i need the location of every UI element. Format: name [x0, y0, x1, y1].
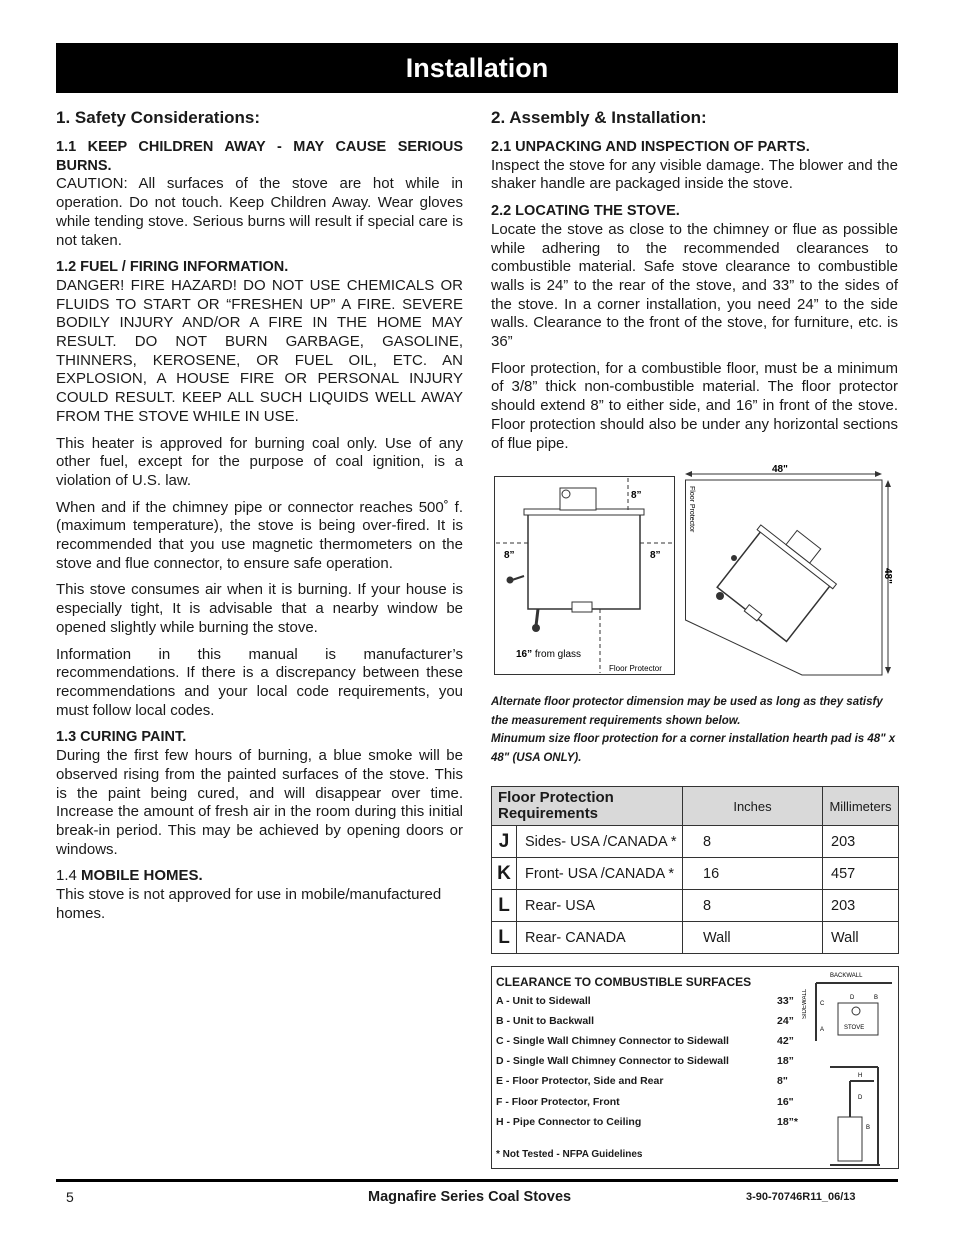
clearance-row-label: A - Unit to Sidewall — [496, 995, 591, 1007]
caption-line-1: Alternate floor protector dimension may be used as long as they satisfy the measurement requirements shown below. — [491, 696, 883, 727]
row-label: Rear- CANADA — [517, 922, 683, 954]
section-1-1-title: 1.1 KEEP CHILDREN AWAY - MAY CAUSE SERIOUS BURNS. — [56, 139, 463, 174]
section-2-2-body: Locate the stove as close to the chimney or flue as possible while adhering to the recommended clearances to combustible material. Safe stove clearance to combustible walls is 24” to the rear of the stove, and 33” to the sides of the stove. In a corner installation, you need 24” to the side walls. Clearance to the front of the stove, for furniture, etc. is 36” — [491, 220, 898, 351]
page-title: Installation — [405, 53, 549, 83]
clearance-row-value: 16" — [777, 1096, 794, 1108]
footer-rule — [56, 1179, 898, 1182]
row-inches: 16 — [683, 858, 823, 890]
fp-header-inches: Inches — [683, 787, 823, 826]
clearance-row-value: 42” — [777, 1035, 794, 1047]
stove-body-icon — [528, 513, 640, 609]
fp-header-mm: Millimeters — [823, 787, 899, 826]
clearance-row-label: C - Single Wall Chimney Connector to Sidewall — [496, 1035, 729, 1047]
rear-dim-label: 8” — [631, 490, 642, 501]
width-arrow-left-icon — [685, 471, 692, 477]
mini-d2-label: D — [858, 1095, 863, 1101]
row-inches: Wall — [683, 922, 823, 954]
clearance-row-value: 8" — [777, 1075, 788, 1087]
page-number: 5 — [66, 1189, 74, 1205]
side-stove-icon — [838, 1117, 862, 1161]
shaker-handle-icon — [512, 576, 524, 580]
safety-heading: 1. Safety Considerations: — [56, 108, 261, 127]
coal-paragraph: This heater is approved for burning coal only. Use of any other fuel, except for the purpose of coal ignition, is a violation of U.S. law. — [56, 434, 463, 489]
table-row — [492, 826, 899, 858]
diagram-caption — [491, 693, 898, 767]
clearance-title: CLEARANCE TO COMBUSTIBLE SURFACES — [496, 975, 752, 989]
air-paragraph: This stove consumes air when it is burning. If your house is especially tight, It is advisable that a nearby window be opened slightly while burning the stove. — [56, 581, 463, 636]
corner-stove-icon — [713, 511, 848, 646]
sidewall-label: SIDEWALL — [802, 988, 808, 1019]
section-2-1-body: Inspect the stove for any visible damage. The blower and the shaker handle are packaged inside the stove. — [491, 156, 898, 193]
left-dim-label: 8” — [504, 550, 515, 561]
section-1-3-body: During the first few hours of burning, a blue smoke will be observed rising from the painted surfaces of the stove. This is the paint being cured, and will disappear over time. Increase the amount of fresh air in the room during this initial break-in period. This may be achieved by opening doors or windows. — [56, 747, 463, 858]
section-2-1-title: 2.1 UNPACKING AND INSPECTION OF PARTS. — [491, 139, 810, 155]
page-banner — [56, 43, 898, 93]
corner-poker-icon — [716, 592, 724, 600]
clearance-row-label: D - Single Wall Chimney Connector to Sidewall — [496, 1055, 729, 1067]
clearance-row-value: 24” — [777, 1015, 794, 1027]
clearance-row-value: 18” — [777, 1055, 794, 1067]
floor-protector-diagram — [494, 476, 676, 676]
chimney-paragraph: When and if the chimney pipe or connector reaches 500˚ f. (maximum temperature), the stove is being over-fired. It is recommended that you use magnetic thermometers on the stove and flue connector, to ensure safe operation. — [56, 498, 463, 572]
corner-protector-diagram — [682, 460, 898, 676]
clearance-box — [491, 966, 899, 1169]
clearance-note: * Not Tested - NFPA Guidelines — [496, 1149, 643, 1160]
blower-icon — [560, 488, 596, 510]
row-inches: 8 — [683, 826, 823, 858]
caption-line-2: Minumum size floor protection for a corner installation hearth pad is 48" x 48" (USA ONLY). — [491, 733, 896, 764]
height-arrow-bottom-icon — [885, 667, 891, 674]
row-label: Sides- USA /CANADA * — [517, 826, 683, 858]
section-2-2-title: 2.2 LOCATING THE STOVE. — [491, 203, 680, 220]
row-mm: 203 — [823, 890, 899, 922]
info-paragraph: Information in this manual is manufacturer’s recommendations. If there is a discrepancy between these recommendations and your local code requirements, you must follow local codes. — [56, 645, 463, 719]
section-1-2-title: 1.2 FUEL / FIRING INFORMATION. — [56, 259, 289, 276]
row-label: Front- USA /CANADA * — [517, 858, 683, 890]
width-dim-label: 48" — [772, 464, 788, 475]
corner-fp-label: Floor Protector — [688, 486, 695, 533]
clearance-row-value: 18”* — [777, 1116, 799, 1128]
safety-column — [56, 108, 463, 923]
clearance-row-value: 33” — [777, 995, 794, 1007]
mini-stove-label: STOVE — [844, 1025, 865, 1031]
backwall-label: BACKWALL — [830, 973, 863, 979]
clearance-row-label: E - Floor Protector, Side and Rear — [496, 1075, 664, 1087]
table-row — [492, 858, 899, 890]
row-letter: L — [492, 922, 517, 954]
mini-h-label: H — [858, 1073, 863, 1079]
section-1-4-title — [56, 867, 463, 886]
mini-b-label: B — [874, 995, 879, 1001]
section-1-3-title: 1.3 CURING PAINT. — [56, 729, 187, 746]
assembly-heading: 2. Assembly & Installation: — [491, 108, 707, 127]
poker-handle-icon — [536, 609, 538, 626]
mini-c-label: C — [820, 1001, 825, 1007]
height-dim-label: 48" — [882, 568, 893, 584]
footer-title: Magnafire Series Coal Stoves — [368, 1189, 572, 1205]
width-arrow-right-icon — [875, 471, 882, 477]
front-dim-label: 16” from glass — [516, 649, 582, 660]
row-mm: Wall — [823, 922, 899, 954]
fp-header-title: Floor Protection Requirements — [492, 787, 683, 826]
right-dim-label: 8” — [650, 550, 661, 561]
section-1-1-body: CAUTION: All surfaces of the stove are hot while in operation. Do not touch. Keep Children Away. Wear gloves while tending stove. Serious burns will result if special care is not taken. — [56, 175, 463, 249]
section-1-4-label: MOBILE HOMES. — [81, 867, 203, 885]
mini-b2-label: B — [866, 1125, 871, 1131]
poker-knob-icon — [532, 624, 540, 632]
mini-d-label: D — [850, 995, 855, 1001]
floor-paragraph: Floor protection, for a combustible floor, must be a minimum of 3/8” thick non-combustible material. The floor protector should extend 8” to either side, and 16” in front of the stove. Floor protection should also be under any horizontal sections of flue pipe. — [491, 359, 898, 452]
row-letter: L — [492, 890, 517, 922]
section-1-2-body: DANGER! FIRE HAZARD! DO NOT USE CHEMICALS OR FLUIDS TO START OR “FRESHEN UP” A FIRE. SEVERE BODILY INJURY AND/OR A FIRE IN THE HOME MAY RESULT. DO NOT BURN GARBAGE, GASOLINE, THINNERS, KEROSENE, OR FUEL OIL, ETC. AN EXPLOSION, A HOUSE FIRE OR PERSONAL INJURY COULD RESULT. KEEP ALL SUCH LIQUIDS WELL AWAY FROM THE STOVE WHILE IN USE. — [56, 276, 463, 425]
document-code: 3-90-70746R11_06/13 — [746, 1191, 856, 1203]
clearance-row-label: H - Pipe Connector to Ceiling — [496, 1116, 642, 1128]
shaker-knob-icon — [507, 577, 514, 584]
row-letter: K — [492, 858, 517, 890]
row-inches: 8 — [683, 890, 823, 922]
floor-protection-table — [491, 786, 899, 954]
ash-door-icon — [572, 602, 592, 612]
row-label: Rear- USA — [517, 890, 683, 922]
table-row — [492, 890, 899, 922]
assembly-column — [491, 108, 898, 461]
corner-shaker-icon — [731, 555, 737, 561]
clearance-mini-diagram — [802, 969, 896, 1167]
fp-header-row — [492, 787, 899, 826]
row-letter: J — [492, 826, 517, 858]
floor-protector-label: Floor Protector — [609, 664, 662, 673]
row-mm: 203 — [823, 826, 899, 858]
row-mm: 457 — [823, 858, 899, 890]
table-row — [492, 922, 899, 954]
clearance-row-label: B - Unit to Backwall — [496, 1015, 595, 1027]
height-arrow-top-icon — [885, 480, 891, 487]
clearance-row-label: F - Floor Protector, Front — [496, 1096, 620, 1108]
mini-a-label: A — [820, 1027, 825, 1033]
section-1-4-number: 1.4 — [56, 867, 82, 885]
section-1-4-body: This stove is not approved for use in mobile/manufactured homes. — [56, 886, 442, 922]
